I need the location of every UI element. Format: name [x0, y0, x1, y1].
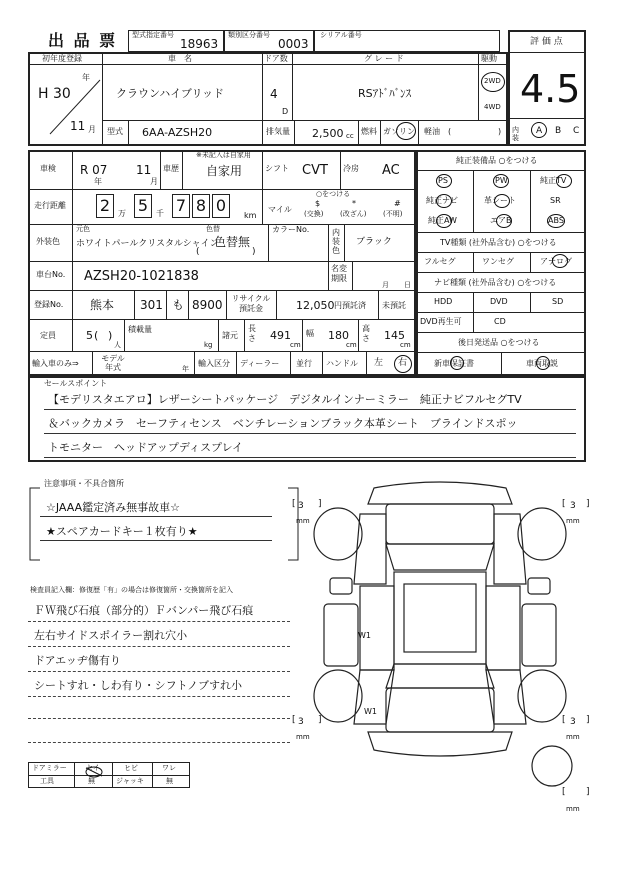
tread-fr-bracket-r: ] [586, 499, 590, 509]
color-value: ホワイトパールクリスタルシャイン [76, 239, 219, 249]
shift-value: CVT [302, 163, 328, 178]
sheet-title: 出 品 票 [48, 31, 118, 50]
mileage-unit-man: 万 [118, 209, 126, 218]
ac-label: 冷房 [343, 164, 359, 173]
mileage-opt-mile: マイル [268, 205, 292, 214]
notes-bracket [28, 484, 300, 564]
inspector-line-1: ＦＷ飛び石痕（部分的）Ｆバンパー飛び石痕 [34, 604, 254, 617]
navi-title: ナビ種類 (社外品含む) ○をつける [434, 278, 557, 287]
mileage-circle-note: ○をつける [316, 190, 351, 198]
interior-b: B [555, 126, 562, 136]
tread-rl-bracket-r: ] [318, 715, 322, 725]
capacity-paren-close: ) [108, 329, 113, 342]
dvd-label: DVD再生可 [420, 317, 462, 326]
dims-label: 諸元 [222, 331, 238, 340]
fuel-gasoline-circle [396, 122, 416, 140]
fuel-gasoline: ガソリン [383, 127, 415, 136]
equip-abs: ABS [548, 216, 564, 225]
mirror-ware: ワレ [162, 764, 176, 772]
tread-spare-bracket-r: ] [586, 787, 590, 797]
width-unit: cm [346, 341, 357, 349]
tread-rr-bracket-l: [ [562, 715, 566, 725]
category-label: 類別区分番号 [228, 31, 270, 39]
tread-fr-unit: mm [566, 517, 580, 525]
navi-hdd: HDD [434, 297, 453, 306]
first-reg-year-unit: 年 [82, 73, 90, 82]
category-number: 0003 [278, 37, 309, 51]
width-label: 幅 [306, 329, 314, 338]
color-change-value: 色替無 [214, 235, 251, 249]
reg-number: 8900 [192, 298, 223, 312]
mileage-opt-exchange-sym: $ [315, 199, 321, 208]
fuel-paren-open: ( [448, 127, 452, 136]
history-note: ※未記入は自家用 [196, 151, 251, 159]
mileage-opt-unknown: (不明) [383, 210, 403, 218]
import-dealer: ディーラー [240, 359, 280, 368]
color-no-label: カラーNo. [272, 225, 310, 234]
first-reg-era: H 30 [38, 86, 71, 102]
reg-area: 熊本 [90, 298, 115, 312]
interior-color-value: ブラック [356, 237, 392, 247]
equip-aw: 純正AW [428, 216, 457, 225]
displacement-label: 排気量 [266, 127, 290, 136]
model-year-unit: 年 [182, 365, 189, 373]
interior-color-label: 内装色 [332, 228, 340, 255]
drive-4wd: 4WD [484, 103, 501, 111]
jack-value: 無 [166, 777, 173, 785]
fuel-label: 燃料 [361, 127, 377, 136]
tool-value: 無 [88, 777, 95, 785]
tread-fl: 3 [298, 501, 304, 511]
designation-number: 18963 [180, 37, 219, 51]
mileage-digit-4: 8 [195, 196, 207, 215]
designation-label: 型式指定番号 [132, 31, 174, 39]
capacity-value: 5 [86, 329, 93, 342]
length-unit: cm [290, 341, 301, 349]
capacity-unit: 人 [114, 341, 121, 349]
serial-label: シリアル番号 [320, 31, 362, 39]
model-label: 型式 [107, 127, 123, 136]
reg-class: 301 [140, 298, 163, 312]
tread-rr-unit: mm [566, 733, 580, 741]
equip-aw-circle [436, 214, 452, 228]
equip-ps: PS [438, 176, 448, 185]
equip-airbag-circle [496, 214, 512, 228]
tv-oneseg: ワンセグ [482, 257, 514, 266]
equipment-title: 純正装備品 ○をつける [456, 156, 538, 165]
car-diagram [290, 474, 590, 814]
mirror-label: ドアミラー [32, 764, 67, 772]
history-label: 車歴 [163, 164, 179, 173]
tool-label: 工具 [40, 777, 54, 785]
later-manual-circle [536, 356, 550, 370]
shift-label: シフト [265, 164, 289, 173]
color-paren-close: ) [252, 247, 256, 257]
inspector-line-2: 左右サイドスポイラー割れ穴小 [34, 629, 188, 642]
fuel-diesel: 軽油 [424, 127, 440, 136]
color-label: 外装色 [36, 237, 60, 246]
color-change-label: 色替 [206, 225, 220, 233]
mileage-opt-altered: (改ざん) [340, 210, 367, 218]
capacity-label: 定員 [40, 331, 56, 340]
sales-line-3: トモニター ヘッドアップディスプレイ [48, 441, 244, 454]
sales-line-2: ＆バックカメラ セーフティセンス ベンチレーションブラック本革シート ブラインドスポッ [48, 417, 518, 430]
mileage-digit-1: 2 [99, 196, 111, 215]
doors-value: 4 [270, 87, 278, 101]
displacement-unit: cc [346, 132, 354, 140]
tread-fl-unit: mm [296, 517, 310, 525]
later-title: 後日発送品 ○をつける [458, 338, 540, 347]
equip-leather: 革シート [484, 196, 516, 205]
first-reg-label: 初年度登録 [42, 54, 82, 63]
tread-rl-unit: mm [296, 733, 310, 741]
chassis-value: AZSH20-1021838 [84, 269, 199, 284]
mirror-sei: セイ [86, 764, 100, 772]
equip-navi-circle [436, 194, 452, 208]
import-parallel: 並行 [296, 359, 312, 368]
damage-mark-side: W1 [364, 707, 377, 716]
tv-title: TV種類 (社外品含む) ○をつける [440, 238, 557, 247]
equip-pw: PW [495, 176, 508, 185]
tread-fl-bracket-l: [ [292, 499, 296, 509]
navi-dvd: DVD [490, 297, 508, 306]
chassis-label: 車台No. [36, 270, 66, 279]
mileage-opt-unknown-sym: # [394, 199, 401, 208]
sales-line-1: 【モデリスタエアロ】レザーシートパッケージ デジタルインナーミラー 純正ナビフルセグTV [48, 393, 522, 406]
inspector-label: 検査員記入欄：修復歴「有」の場合は修復箇所・交換箇所を記入 [30, 586, 233, 594]
ac-value: AC [382, 163, 400, 178]
height-label: 高さ [362, 324, 370, 343]
interior-c: C [573, 126, 580, 136]
tread-fr: 3 [570, 501, 576, 511]
score-value: 4.5 [520, 67, 581, 111]
load-unit: kg [204, 341, 213, 349]
first-reg-month-unit: 月 [88, 125, 96, 134]
recycle-unpaid: 未預託 [382, 301, 406, 310]
tread-spare-bracket-l: [ [562, 787, 566, 797]
model-year-label: モデル年式 [101, 354, 125, 372]
doors-label: ドア数 [264, 54, 288, 63]
tread-rr: 3 [570, 717, 576, 727]
name-change-label: 名変期限 [331, 264, 347, 283]
capacity-paren-open: ( [94, 329, 99, 342]
name-change-month: 月 [382, 281, 389, 289]
tread-rl: 3 [298, 717, 304, 727]
tread-spare-unit: mm [566, 805, 580, 813]
model-value: 6AA-AZSH20 [142, 126, 213, 139]
first-reg-month: 11 [70, 119, 86, 133]
mirror-sei-mark [84, 763, 104, 775]
interior-a: A [536, 126, 543, 136]
reg-kana: も [172, 298, 185, 312]
displacement-value: 2,500 [312, 127, 344, 140]
equip-tv: 純正TV [540, 176, 567, 185]
drive-2wd: 2WD [484, 77, 501, 85]
equip-pw-circle [493, 174, 509, 188]
tv-fullseg: フルセグ [424, 257, 456, 266]
jack-label: ジャッキ [116, 777, 144, 785]
handle-right-circle [394, 355, 412, 373]
tread-fl-bracket-r: ] [318, 499, 322, 509]
height-unit: cm [400, 341, 411, 349]
recycle-label: リサイクル預託金 [231, 294, 271, 313]
mileage-digit-5: 0 [215, 196, 227, 215]
width-value: 180 [328, 329, 349, 342]
mileage-opt-exchange: (交換) [304, 210, 324, 218]
color-paren-open: ( [196, 247, 200, 257]
mileage-unit-km: km [244, 211, 257, 220]
recycle-suffix: 円預託済 [334, 301, 366, 310]
interior-label: 内装 [512, 126, 519, 142]
notes-label: 注意事項・不具合箇所 [44, 479, 124, 488]
fuel-paren-close: ) [498, 127, 502, 136]
inspection-year-unit: 年 [94, 177, 102, 186]
mileage-opt-altered-sym: * [352, 199, 356, 208]
score-label: 評 価 点 [530, 37, 563, 47]
equip-tv-circle [556, 174, 572, 188]
reg-no-label: 登録No. [34, 300, 64, 309]
interior-a-circle [531, 122, 547, 138]
mileage-digit-2: 5 [137, 196, 149, 215]
notes-line-2: ★スペアカードキー１枚有り★ [46, 525, 198, 538]
later-manual: 車両取説 [526, 359, 558, 368]
equip-navi: 純正ナビ [426, 196, 458, 205]
tv-analog-circle [552, 254, 568, 268]
name-change-day: 日 [404, 281, 411, 289]
grade-label: グ レ ー ド [364, 54, 404, 63]
height-value: 145 [384, 329, 405, 342]
tread-fr-bracket-l: [ [562, 499, 566, 509]
length-label: 長さ [248, 324, 256, 343]
equip-abs-circle [547, 214, 565, 228]
handle-right: 右 [398, 358, 408, 368]
inspection-year: R 07 [80, 163, 108, 177]
equip-leather-circle [494, 194, 510, 208]
length-value: 491 [270, 329, 291, 342]
original-color-label: 元色 [76, 225, 90, 233]
inspection-month-unit: 月 [150, 177, 158, 186]
handle-left: 左 [374, 358, 384, 368]
import-type-label: 輸入区分 [198, 359, 230, 368]
equip-airbag: エアB [490, 216, 512, 225]
grade-value: RSｱﾄﾞﾊﾞﾝｽ [358, 87, 412, 100]
tread-rl-bracket-l: [ [292, 715, 296, 725]
car-name-label: 車 名 [168, 54, 192, 63]
later-warranty: 新車保証書 [434, 359, 474, 368]
tread-rr-bracket-r: ] [586, 715, 590, 725]
inspection-month: 11 [136, 163, 152, 177]
load-label: 積載量 [128, 325, 152, 334]
later-warranty-circle [450, 356, 464, 370]
notes-line-1: ☆JAAA鑑定済み無事故車☆ [46, 501, 180, 514]
drive-label: 駆動 [481, 54, 497, 63]
history-value: 自家用 [206, 164, 243, 178]
equip-sr: SR [550, 196, 561, 205]
inspector-line-4: シートすれ・しわ有り・シフトノブすれ小 [34, 679, 243, 692]
mileage-unit-sen: 千 [156, 209, 164, 218]
mileage-digit-3: 7 [175, 196, 187, 215]
recycle-value: 12,050 [296, 299, 335, 312]
dvd-cd: CD [494, 317, 506, 326]
car-name: クラウンハイブリッド [116, 87, 225, 100]
navi-sd: SD [552, 297, 564, 306]
sales-point-label: セールスポイント [44, 379, 108, 388]
mileage-label: 走行距離 [34, 201, 66, 210]
inspector-line-3: ドアエッヂ傷有り [34, 654, 121, 667]
mirror-hibi: ヒビ [124, 764, 138, 772]
damage-mark-windshield: W1 [358, 631, 371, 640]
equip-ps-circle [436, 174, 452, 188]
inspection-label: 車検 [40, 164, 56, 173]
handle-label: ハンドル [326, 359, 358, 368]
tv-analog: アナログ [540, 257, 572, 266]
doors-suffix: D [282, 107, 289, 116]
import-label: 輸入車のみ⇒ [32, 359, 79, 368]
